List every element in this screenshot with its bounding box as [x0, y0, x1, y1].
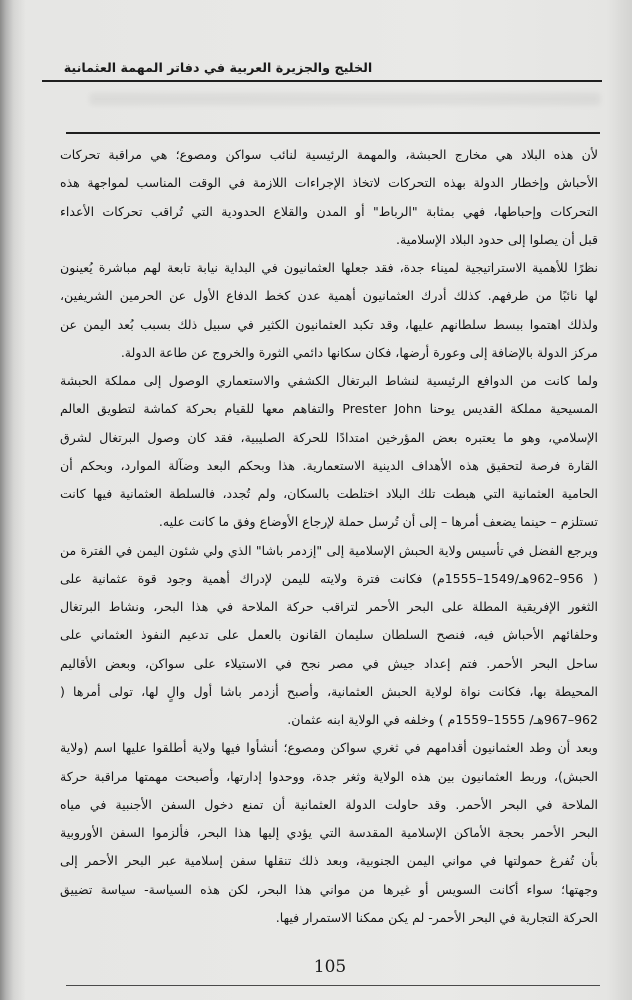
text-line	[60, 621, 598, 649]
text-line-content: الملاحة في البحر الأحمر. وقد حاولت الدولة العثمانية أن تمنع دخول السفن الأجنبية في مياه	[60, 796, 598, 812]
text-line-content: نظرًا للأهمية الاستراتيجية لميناء جدة، فقد جعلها العثمانيون في البداية نيابة تابعة لهم مباشرة يُعينون	[60, 260, 598, 275]
text-line-content: لها نائبًا من طرفهم. كذلك أدرك العثمانيون أهمية عدن كخط الدفاع الأول عن الحرمين الشريفين،	[60, 288, 598, 304]
running-header	[62, 56, 374, 80]
text-line-content: 962–967هـ/ 1555–1559م ) وخلفه في الولاية ابنه عثمان.	[287, 712, 598, 727]
text-line-content: ( 956–962هـ/1549–1555م) فكانت فترة ولايته لليمن لإدراك أهمية وجود قوة عثمانية على	[59, 570, 598, 586]
text-line-content: الحركة التجارية في البحر الأحمر- لم يكن ممكنا الاستمرار فيها.	[275, 909, 598, 925]
body-text	[60, 141, 598, 932]
text-line	[60, 254, 598, 282]
text-line	[60, 424, 598, 452]
paragraph	[60, 537, 598, 735]
header-rule	[42, 80, 602, 82]
text-line	[60, 480, 598, 508]
bleed-through-shadow	[90, 93, 600, 105]
text-line-content: ولما كانت من الدوافع الرئيسية لنشاط البرتغال الكشفي والاستعماري الوصول إلى مملكة الحبشة	[60, 373, 598, 388]
text-line-content: مركز الدولة بالإضافة إلى وعورة أرضها، فكان سكانها دائمي الثورة والخروج عن طاعة الدولة.	[120, 344, 598, 360]
text-line-content: المحيطة بها، فكانت نواة لولاية الحبش العثمانية، وأصبح أزدمر باشا أول والٍ لها، تولى أمرها (	[60, 683, 598, 699]
text-line	[60, 593, 598, 621]
text-line	[60, 198, 598, 226]
text-line-content: وبعد أن وطد العثمانيون أقدامهم في ثغري سواكن ومصوع؛ أنشأوا فيها ولاية أطلقوا عليها اسم (ولاية	[60, 740, 598, 756]
text-line-content: تستلزم – حينما يضعف أمرها – إلى أن تُرسل حملة لإرجاع الأوضاع وفق ما كانت عليه.	[158, 514, 598, 530]
text-line	[60, 565, 598, 593]
text-line	[60, 311, 598, 339]
text-line	[60, 452, 598, 480]
text-line-content: الحبش)، وربط العثمانيون بين هذه الولاية وثغر جدة، ووحدوا إدارتها، وأصبحت مهمتها مراقبة حركة	[60, 768, 598, 784]
text-line-content: قبل أن يصلوا إلى حدود البلاد الإسلامية.	[396, 231, 598, 247]
text-line-content: الحامية العثمانية التي هبطت تلك البلاد اختلطت بالسكان، ولم تُجدد، فالسلطة العثمانية فيها كانت	[60, 486, 598, 501]
text-line	[60, 876, 598, 904]
text-line	[60, 537, 598, 565]
text-line-content: المسيحية مملكة القديس يوحنا Prester John والتفاهم معها للقيام بحركة كماشة لتطويق العالم	[60, 401, 598, 417]
text-line-content: الأحباش وإخطار الدولة بهذه التحركات لاتخاذ الإجراءات اللازمة في الوقت المناسب لمواجهة هذه	[60, 175, 598, 191]
paragraph	[60, 734, 598, 932]
text-line-content: الإسلامي، وهو ما يعتبره بعض المؤرخين امتدادًا للحركة الصليبية، فقد كان وصول البرتغال لشرق	[60, 429, 598, 445]
text-line	[60, 395, 598, 423]
text-line-content: القارة فرصة لتحقيق هذه الأهداف الدينية الاستعمارية. هذا وبحكم البعد وضآلة الموارد، وبحكم أن	[60, 457, 598, 473]
text-line	[60, 282, 598, 310]
paragraph	[60, 367, 598, 537]
text-line	[60, 819, 598, 847]
text-line	[60, 706, 598, 734]
page-number: 105	[313, 957, 347, 977]
text-line-content: ساحل البحر الأحمر. فتم إعداد جيش في مصر نجح في الاستيلاء على سواكن، وبعض الأقاليم	[60, 655, 598, 671]
text-line	[60, 141, 598, 169]
text-line	[60, 734, 598, 762]
text-line	[60, 847, 598, 875]
text-line-content: الثغور الإفريقية المطلة على البحر الأحمر لتراقب حركة الملاحة في هذا البحر، ونشاط البرتغال	[60, 599, 598, 614]
running-header-text: الخليج والجزيرة العربية في دفاتر المهمة العثمانية	[63, 60, 373, 75]
text-line-content: التحركات وإحباطها، فهي بمثابة "الرباط" أو المدن والقلاع الحدودية التي تُراقب تحركات الأعداء	[60, 203, 598, 219]
text-line	[60, 678, 598, 706]
text-line	[60, 791, 598, 819]
text-line	[60, 367, 598, 395]
text-line	[60, 169, 598, 197]
text-top-rule	[66, 132, 600, 134]
text-line	[60, 763, 598, 791]
footer-rule	[66, 985, 600, 986]
paragraph	[60, 141, 598, 254]
text-line-content: ويرجع الفضل في تأسيس ولاية الحبش الإسلامية إلى "إزدمر باشا" الذي ولي شئون اليمن في الفترة من	[60, 542, 598, 558]
text-line	[60, 904, 598, 932]
text-line-content: بأن تُفرغ حمولتها في مواني اليمن الجنوبية، وبعد ذلك تنقلها سفن إسلامية عبر البحر الأحمر إلى	[60, 853, 598, 869]
text-line-content: البحر الأحمر بحجة الأماكن الإسلامية المقدسة التي يؤدي إليها هذا البحر، فألزموا السفن الأوروبية	[60, 825, 598, 840]
paragraph	[60, 254, 598, 367]
text-line	[60, 226, 598, 254]
text-line-content: ولذلك اهتموا ببسط سلطانهم عليها، وقد تكبد العثمانيون الكثير في سبيل ذلك بسبب بُعد اليمن عن	[60, 316, 598, 332]
text-line-content: لأن هذه البلاد هي مخارج الحبشة، والمهمة الرئيسية لنائب سواكن ومصوع؛ هي مراقبة تحركات	[60, 147, 598, 162]
text-line	[60, 508, 598, 536]
text-line-content: وجهتها؛ سواء أكانت السويس أو غيرها من مواني هذا البحر، لكن هذه السياسة- سياسة تضييق	[60, 881, 598, 897]
text-line	[60, 650, 598, 678]
text-line	[60, 339, 598, 367]
text-line-content: وحلفائهم الأحباش فيه، فنصح السلطان سليمان القانون بالعمل على تدعيم النفوذ العثماني على	[60, 627, 598, 643]
